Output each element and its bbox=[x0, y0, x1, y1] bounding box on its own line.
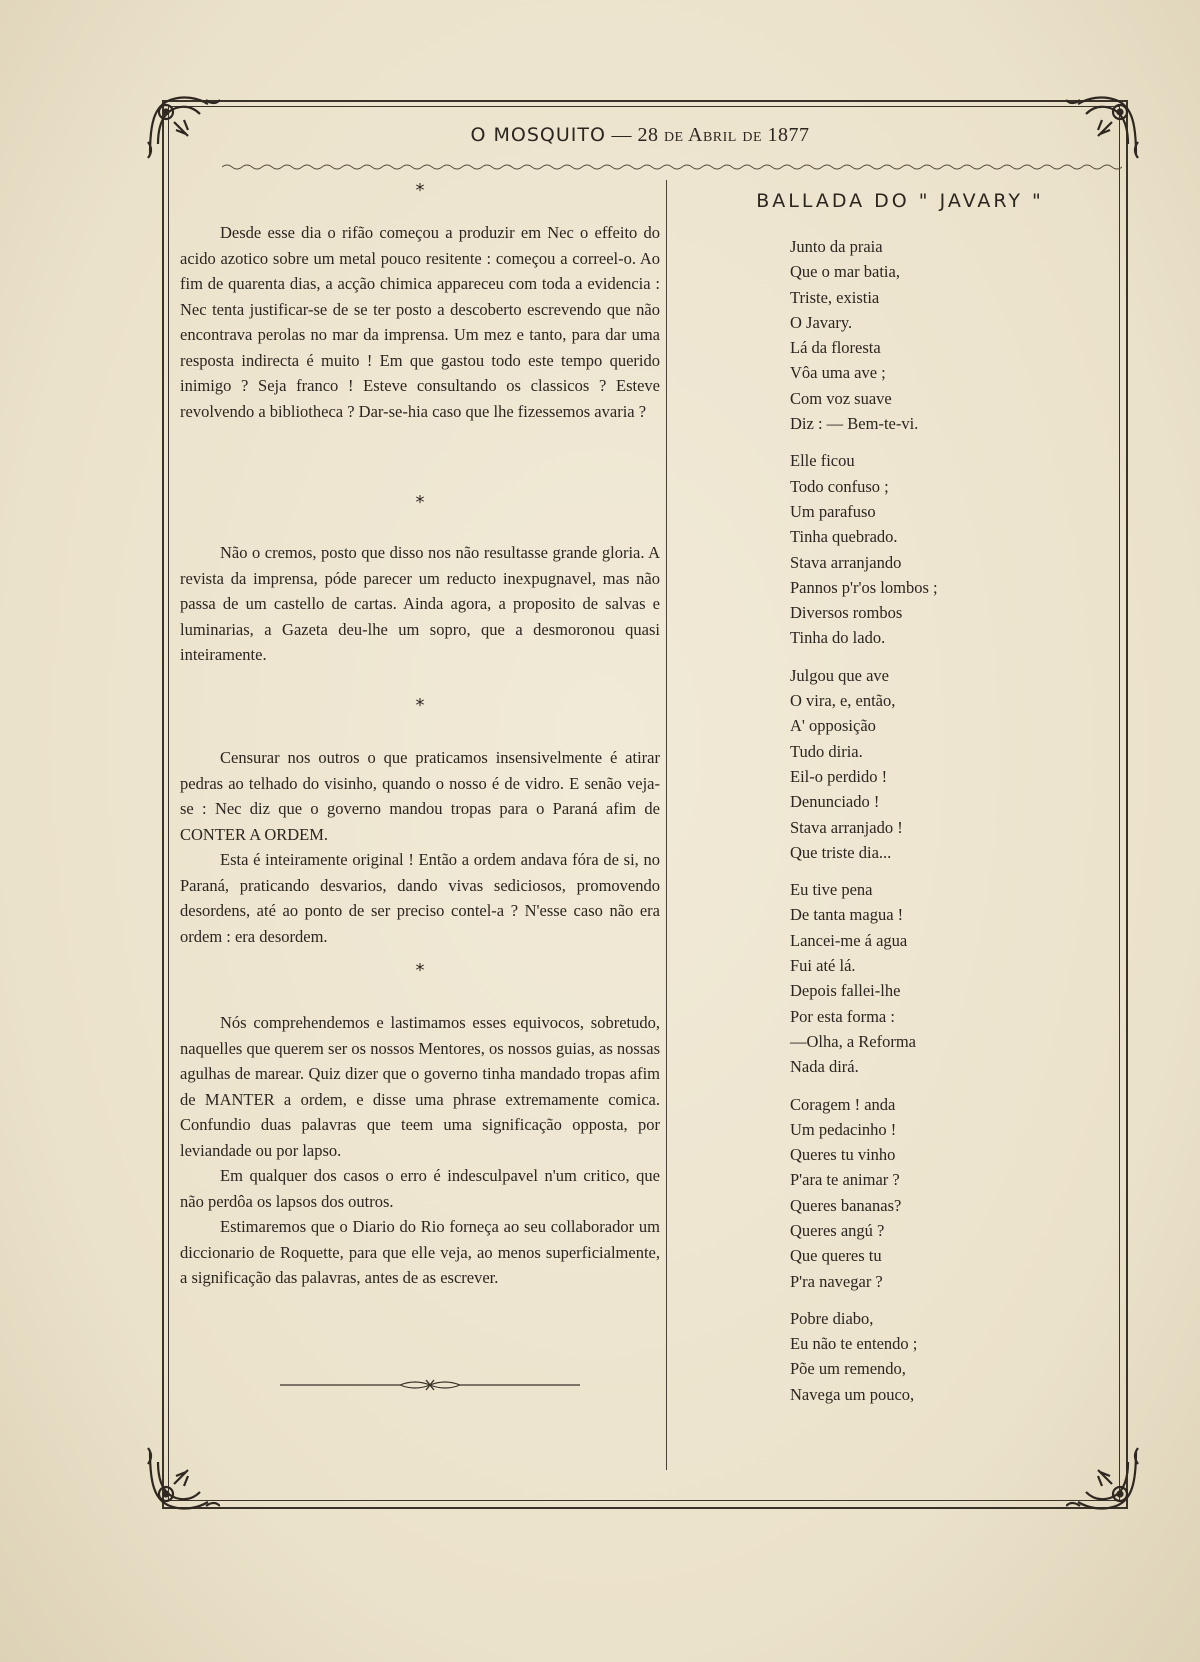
poem-line: Por esta forma : bbox=[790, 1006, 895, 1026]
section-marker: * bbox=[415, 695, 425, 716]
article-section-4 bbox=[180, 1010, 660, 1291]
article-section-1 bbox=[180, 220, 660, 424]
poem-stanza bbox=[790, 877, 1110, 1079]
poem-line: Navega um pouco, bbox=[790, 1384, 915, 1404]
corner-ornament-bottom-right bbox=[1066, 1442, 1146, 1522]
issue-date: 28 de Abril de 1877 bbox=[637, 124, 810, 146]
poem-line: Stava arranjado ! bbox=[790, 817, 903, 837]
poem-stanza bbox=[790, 663, 1110, 865]
poem-line: Stava arranjando bbox=[790, 552, 902, 572]
poem-line: Que queres tu bbox=[790, 1246, 882, 1266]
poem-stanza bbox=[790, 234, 1110, 436]
article-section-3 bbox=[180, 745, 660, 949]
poem-stanza bbox=[790, 448, 1110, 650]
header-wavy-rule bbox=[222, 162, 1122, 172]
poem-line: P'ara te animar ? bbox=[790, 1170, 900, 1190]
article-section-2 bbox=[180, 540, 660, 668]
poem-line: A' opposição bbox=[790, 716, 876, 736]
poem-line: Tudo diria. bbox=[790, 741, 863, 761]
poem-title: BALLADA DO " JAVARY " bbox=[756, 190, 1044, 212]
poem-line: O vira, e, então, bbox=[790, 691, 896, 711]
poem-line: Põe um remendo, bbox=[790, 1359, 906, 1379]
poem-line: Lá da floresta bbox=[790, 338, 881, 358]
poem-line: Julgou que ave bbox=[790, 665, 889, 685]
poem-line: O Javary. bbox=[790, 312, 853, 332]
section-marker: * bbox=[415, 492, 425, 513]
poem-line: Que o mar batia, bbox=[790, 262, 900, 282]
poem-line: Eil-o perdido ! bbox=[790, 766, 888, 786]
section-marker: * bbox=[415, 180, 425, 201]
article-paragraph: Censurar nos outros o que praticamos insensivelmente é atirar pedras ao telhado do visinho, quando o nosso é de vidro. E senão veja-se : Nec diz que o governo mandou tropas para o Paraná afim de CONTER A ORDEM. bbox=[180, 748, 660, 844]
column-divider bbox=[666, 180, 667, 1470]
poem-line: Depois fallei-lhe bbox=[790, 981, 901, 1001]
poem-stanza bbox=[790, 1092, 1110, 1294]
poem-line: Queres bananas? bbox=[790, 1195, 902, 1215]
poem-line: Queres angú ? bbox=[790, 1220, 885, 1240]
poem-line: Eu tive pena bbox=[790, 880, 873, 900]
poem-line: Todo confuso ; bbox=[790, 476, 889, 496]
poem-line: Denunciado ! bbox=[790, 792, 880, 812]
poem-line: Com voz suave bbox=[790, 388, 892, 408]
end-ornament-rule bbox=[280, 1378, 580, 1392]
poem-line: P'ra navegar ? bbox=[790, 1271, 883, 1291]
poem-line: Tinha quebrado. bbox=[790, 527, 898, 547]
poem-line: Diz : — Bem-te-vi. bbox=[790, 414, 919, 434]
poem-line: Um pedacinho ! bbox=[790, 1119, 897, 1139]
poem-line: Tinha do lado. bbox=[790, 628, 886, 648]
poem-line: Junto da praia bbox=[790, 237, 883, 256]
article-paragraph: Em qualquer dos casos o erro é indesculpavel n'um critico, que não perdôa os lapsos dos outros. bbox=[180, 1166, 660, 1211]
article-paragraph: Esta é inteiramente original ! Então a ordem andava fóra de si, no Paraná, praticando desvarios, dando vivas sediciosos, promovendo desordens, até ao ponto de ser preciso contel-a ? N'esse caso não era ordem : era desordem. bbox=[180, 850, 660, 946]
poem-line: Queres tu vinho bbox=[790, 1145, 896, 1165]
poem-line: Pobre diabo, bbox=[790, 1308, 874, 1328]
newspaper-title: O MOSQUITO bbox=[470, 124, 606, 146]
article-paragraph: Nós comprehendemos e lastimamos esses equivocos, sobretudo, naquelles que querem ser os nossos Mentores, os nossos guias, as nossas agulhas de marear. Quiz dizer que o governo tinha mandado tropas afim de MANTER a ordem, e disse uma phrase extremamente comica. Confundio duas palavras que teem uma significação opposta, por leviandade ou por lapso. bbox=[180, 1013, 660, 1160]
page-header bbox=[200, 124, 1080, 164]
poem-line: Elle ficou bbox=[790, 451, 855, 471]
poem-line: Pannos p'r'os lombos ; bbox=[790, 577, 938, 597]
poem-line: Eu não te entendo ; bbox=[790, 1334, 918, 1354]
article-paragraph: Estimaremos que o Diario do Rio forneça ao seu collaborador um diccionario de Roquette, para que elle veja, ao menos superficialmente, a significação das palavras, antes de as escrever. bbox=[180, 1217, 660, 1287]
poem-line: Que triste dia... bbox=[790, 842, 892, 862]
poem-column bbox=[690, 186, 1110, 1419]
poem-line: Lancei-me á agua bbox=[790, 930, 908, 950]
poem-line: Coragem ! anda bbox=[790, 1094, 896, 1114]
poem-line: Um parafuso bbox=[790, 501, 876, 521]
article-paragraph: Não o cremos, posto que disso nos não resultasse grande gloria. A revista da imprensa, póde parecer um reducto inexpugnavel, mas não passa de um castello de cartas. Ainda agora, a proposito de salvas e luminarias, a Gazeta deu-lhe um sopro, que a desmoronou quasi inteiramente. bbox=[180, 543, 660, 664]
poem-line: Triste, existia bbox=[790, 287, 880, 307]
corner-ornament-bottom-left bbox=[140, 1442, 220, 1522]
poem-stanza bbox=[790, 1306, 1110, 1407]
header-separator: — bbox=[611, 124, 632, 146]
poem-line: Diversos rombos bbox=[790, 603, 903, 623]
poem-line: —Olha, a Reforma bbox=[790, 1031, 916, 1051]
poem-line: Fui até lá. bbox=[790, 956, 856, 976]
poem-line: Vôa uma ave ; bbox=[790, 363, 886, 383]
poem-line: De tanta magua ! bbox=[790, 905, 904, 925]
section-marker: * bbox=[415, 960, 425, 981]
poem-line: Nada dirá. bbox=[790, 1057, 859, 1077]
article-paragraph: Desde esse dia o rifão começou a produzir em Nec o effeito do acido azotico sobre um metal pouco resitente : começou a correel-o. Ao fim de quarenta dias, a acção chimica appareceu com toda a evidencia : Nec tenta justificar-se de se ter posto a descoberto escrevendo que não encontrava perolas no mar da imprensa. Um mez e tanto, para dar uma resposta indirecta é muito ! Em que gastou todo este tempo querido inimigo ? Seja franco ! Esteve consultando os classicos ? Esteve revolvendo a bibliotheca ? Dar-se-hia caso que lhe fizessemos avaria ? bbox=[180, 223, 660, 421]
